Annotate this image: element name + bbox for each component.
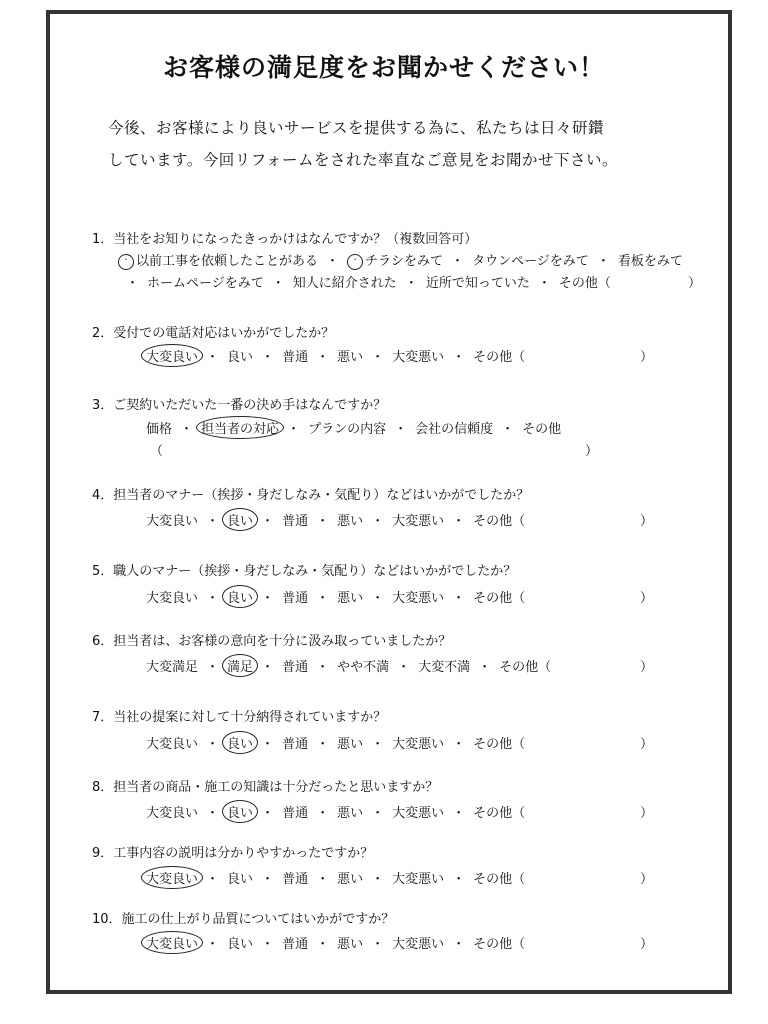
option-separator: ・: [287, 422, 301, 437]
option[interactable]: 普通: [282, 660, 309, 675]
option-selected[interactable]: 担当者の対応: [196, 416, 284, 439]
option-separator: ・: [371, 937, 385, 952]
option[interactable]: 普通: [282, 737, 309, 752]
option-line1-2: タウンページをみて: [472, 254, 589, 269]
option[interactable]: その他（: [499, 660, 552, 675]
option[interactable]: 大変悪い: [392, 937, 445, 952]
form-title: お客様の満足度をお聞かせください！: [162, 53, 605, 82]
option-separator: ・: [452, 514, 466, 529]
question-4-options: [146, 510, 525, 529]
option[interactable]: 悪い: [337, 514, 364, 529]
close-paren: ）: [640, 937, 654, 952]
option-separator: ・: [452, 937, 466, 952]
option-separator: ・: [371, 806, 385, 821]
question-7-options: [146, 733, 525, 752]
option[interactable]: 大変良い: [146, 737, 199, 752]
option[interactable]: その他（: [473, 350, 526, 365]
option-separator: ・: [316, 350, 330, 365]
option-separator: ・: [316, 806, 330, 821]
option[interactable]: 普通: [282, 806, 309, 821]
option-separator: ・: [397, 660, 411, 675]
option-selected[interactable]: 良い: [222, 800, 258, 823]
option-separator: ・: [371, 514, 385, 529]
option[interactable]: 大変良い: [146, 514, 199, 529]
option[interactable]: プランの内容: [308, 422, 387, 437]
option-selected[interactable]: 良い: [222, 731, 258, 754]
option[interactable]: 良い: [227, 872, 254, 887]
selected-mark[interactable]: ·: [118, 254, 134, 270]
question-1-options-2: [118, 272, 611, 291]
option-separator: ・: [261, 806, 275, 821]
intro-line-2: しています。今回リフォームをされた率直なご意見をお聞かせ下さい。: [108, 151, 618, 169]
question-2-options: [146, 346, 525, 365]
option[interactable]: 大変悪い: [392, 591, 445, 606]
option-separator: ・: [261, 350, 275, 365]
option[interactable]: その他（: [473, 872, 526, 887]
option-separator: ・: [126, 276, 140, 291]
option[interactable]: 大変悪い: [392, 350, 445, 365]
option-separator: ・: [316, 872, 330, 887]
option-line2-3: その他（: [558, 276, 611, 291]
question-9-text: 9．工事内容の説明は分かりやすかったですか？: [92, 846, 374, 861]
option-separator: ・: [180, 422, 194, 437]
option[interactable]: 悪い: [337, 737, 364, 752]
question-4-text: 4．担当者のマナー（挨拶・身だしなみ・気配り）などはいかがでしたか？: [92, 488, 530, 503]
option[interactable]: 良い: [227, 937, 254, 952]
option[interactable]: 普通: [282, 591, 309, 606]
question-5-text: 5．職人のマナー（挨拶・身だしなみ・気配り）などはいかがでしたか？: [92, 564, 517, 579]
option[interactable]: 大変悪い: [392, 872, 445, 887]
option-line2-1: 知人に紹介された: [292, 276, 397, 291]
option-separator: ・: [371, 591, 385, 606]
option-separator: ・: [206, 591, 220, 606]
option-separator: ・: [261, 872, 275, 887]
close-paren: ）: [688, 276, 702, 291]
option-separator: ・: [206, 514, 220, 529]
option-separator: ・: [478, 660, 492, 675]
option-separator: ・: [206, 660, 220, 675]
option[interactable]: その他（: [473, 514, 526, 529]
option-separator: ・: [206, 872, 220, 887]
option-separator: ・: [261, 591, 275, 606]
option-selected[interactable]: 大変良い: [141, 931, 203, 954]
option-separator: ・: [371, 737, 385, 752]
option-selected[interactable]: 大変良い: [141, 344, 203, 367]
option-separator: ・: [452, 591, 466, 606]
option-selected[interactable]: 良い: [222, 585, 258, 608]
question-6-options: [146, 656, 551, 675]
close-paren: ）: [640, 806, 654, 821]
option[interactable]: 普通: [282, 872, 309, 887]
option[interactable]: 普通: [282, 514, 309, 529]
selected-mark[interactable]: ·: [347, 254, 363, 270]
option-separator: ・: [316, 660, 330, 675]
option-separator: ・: [206, 737, 220, 752]
option-separator: ・: [206, 937, 220, 952]
option-separator: ・: [452, 806, 466, 821]
option[interactable]: 大変悪い: [392, 737, 445, 752]
option-selected[interactable]: 良い: [222, 508, 258, 531]
option-line1-1: チラシをみて: [365, 254, 444, 269]
option-separator: ・: [261, 937, 275, 952]
option-separator: ・: [316, 737, 330, 752]
close-paren: ）: [640, 660, 654, 675]
question-6-text: 6．担当者は、お客様の意向を十分に汲み取っていましたか？: [92, 634, 452, 649]
option-line1-3: 看板をみて: [617, 254, 683, 269]
open-paren: （: [150, 444, 164, 459]
close-paren: ）: [585, 444, 599, 459]
option[interactable]: 大変良い: [146, 591, 199, 606]
option-separator: ・: [501, 422, 515, 437]
close-paren: ）: [640, 514, 654, 529]
option[interactable]: 悪い: [337, 806, 364, 821]
option[interactable]: 大変満足: [146, 660, 199, 675]
close-paren: ）: [640, 737, 654, 752]
option-separator: ・: [261, 737, 275, 752]
option[interactable]: 大変悪い: [392, 514, 445, 529]
option-separator: ・: [316, 591, 330, 606]
option-separator: ・: [394, 422, 408, 437]
option-separator: ・: [271, 276, 285, 291]
option[interactable]: 悪い: [337, 872, 364, 887]
question-1-text: 1．当社をお知りになったきっかけはなんですか？（複数回答可）: [92, 232, 478, 247]
question-7-text: 7．当社の提案に対して十分納得されていますか？: [92, 710, 387, 725]
option-separator: ・: [326, 254, 340, 269]
option-separator: ・: [537, 276, 551, 291]
option[interactable]: 大変良い: [146, 806, 199, 821]
option-separator: ・: [404, 276, 418, 291]
option[interactable]: その他（: [473, 937, 526, 952]
option-line2-2: 近所で知っていた: [425, 276, 530, 291]
option-separator: ・: [451, 254, 465, 269]
question-10-options: [146, 933, 525, 952]
option[interactable]: 普通: [282, 937, 309, 952]
option[interactable]: 悪い: [337, 937, 364, 952]
question-10-text: 10．施工の仕上がり品質についてはいかがですか？: [92, 912, 395, 927]
option-selected[interactable]: 満足: [222, 654, 258, 677]
option[interactable]: その他: [522, 422, 562, 437]
option[interactable]: 悪い: [337, 591, 364, 606]
option-separator: ・: [371, 350, 385, 365]
option-separator: ・: [206, 806, 220, 821]
option-separator: ・: [261, 514, 275, 529]
option-separator: ・: [206, 350, 220, 365]
option-selected[interactable]: 大変良い: [141, 866, 203, 889]
option[interactable]: 価格: [146, 422, 173, 437]
option-separator: ・: [452, 350, 466, 365]
option[interactable]: 悪い: [337, 350, 364, 365]
option[interactable]: 普通: [282, 350, 309, 365]
option-separator: ・: [452, 872, 466, 887]
option-separator: ・: [596, 254, 610, 269]
option-separator: ・: [452, 737, 466, 752]
question-8-text: 8．担当者の商品・施工の知識は十分だったと思いますか？: [92, 780, 439, 795]
option[interactable]: その他（: [473, 737, 526, 752]
option[interactable]: その他（: [473, 591, 526, 606]
close-paren: ）: [640, 350, 654, 365]
question-2-text: 2．受付での電話対応はいかがでしたか？: [92, 326, 335, 341]
question-3-text: 3．ご契約いただいた一番の決め手はなんですか？: [92, 398, 387, 413]
option[interactable]: 良い: [227, 350, 254, 365]
close-paren: ）: [640, 872, 654, 887]
question-3-options: [146, 418, 561, 437]
question-1-options-1: [118, 250, 683, 270]
option-separator: ・: [316, 514, 330, 529]
close-paren: ）: [640, 591, 654, 606]
option[interactable]: 大変不満: [418, 660, 471, 675]
option-separator: ・: [261, 660, 275, 675]
option[interactable]: 会社の信頼度: [415, 422, 494, 437]
option-line2-0: ホームページをみて: [147, 276, 264, 291]
option[interactable]: 大変悪い: [392, 806, 445, 821]
option-separator: ・: [316, 937, 330, 952]
intro-line-1: 今後、お客様により良いサービスを提供する為に、私たちは日々研鑽: [108, 119, 605, 137]
option-separator: ・: [371, 872, 385, 887]
option[interactable]: その他（: [473, 806, 526, 821]
option-line1-0: 以前工事を依頼したことがある: [136, 254, 319, 269]
option[interactable]: やや不満: [337, 660, 390, 675]
question-5-options: [146, 587, 525, 606]
question-9-options: [146, 868, 525, 887]
question-8-options: [146, 802, 525, 821]
